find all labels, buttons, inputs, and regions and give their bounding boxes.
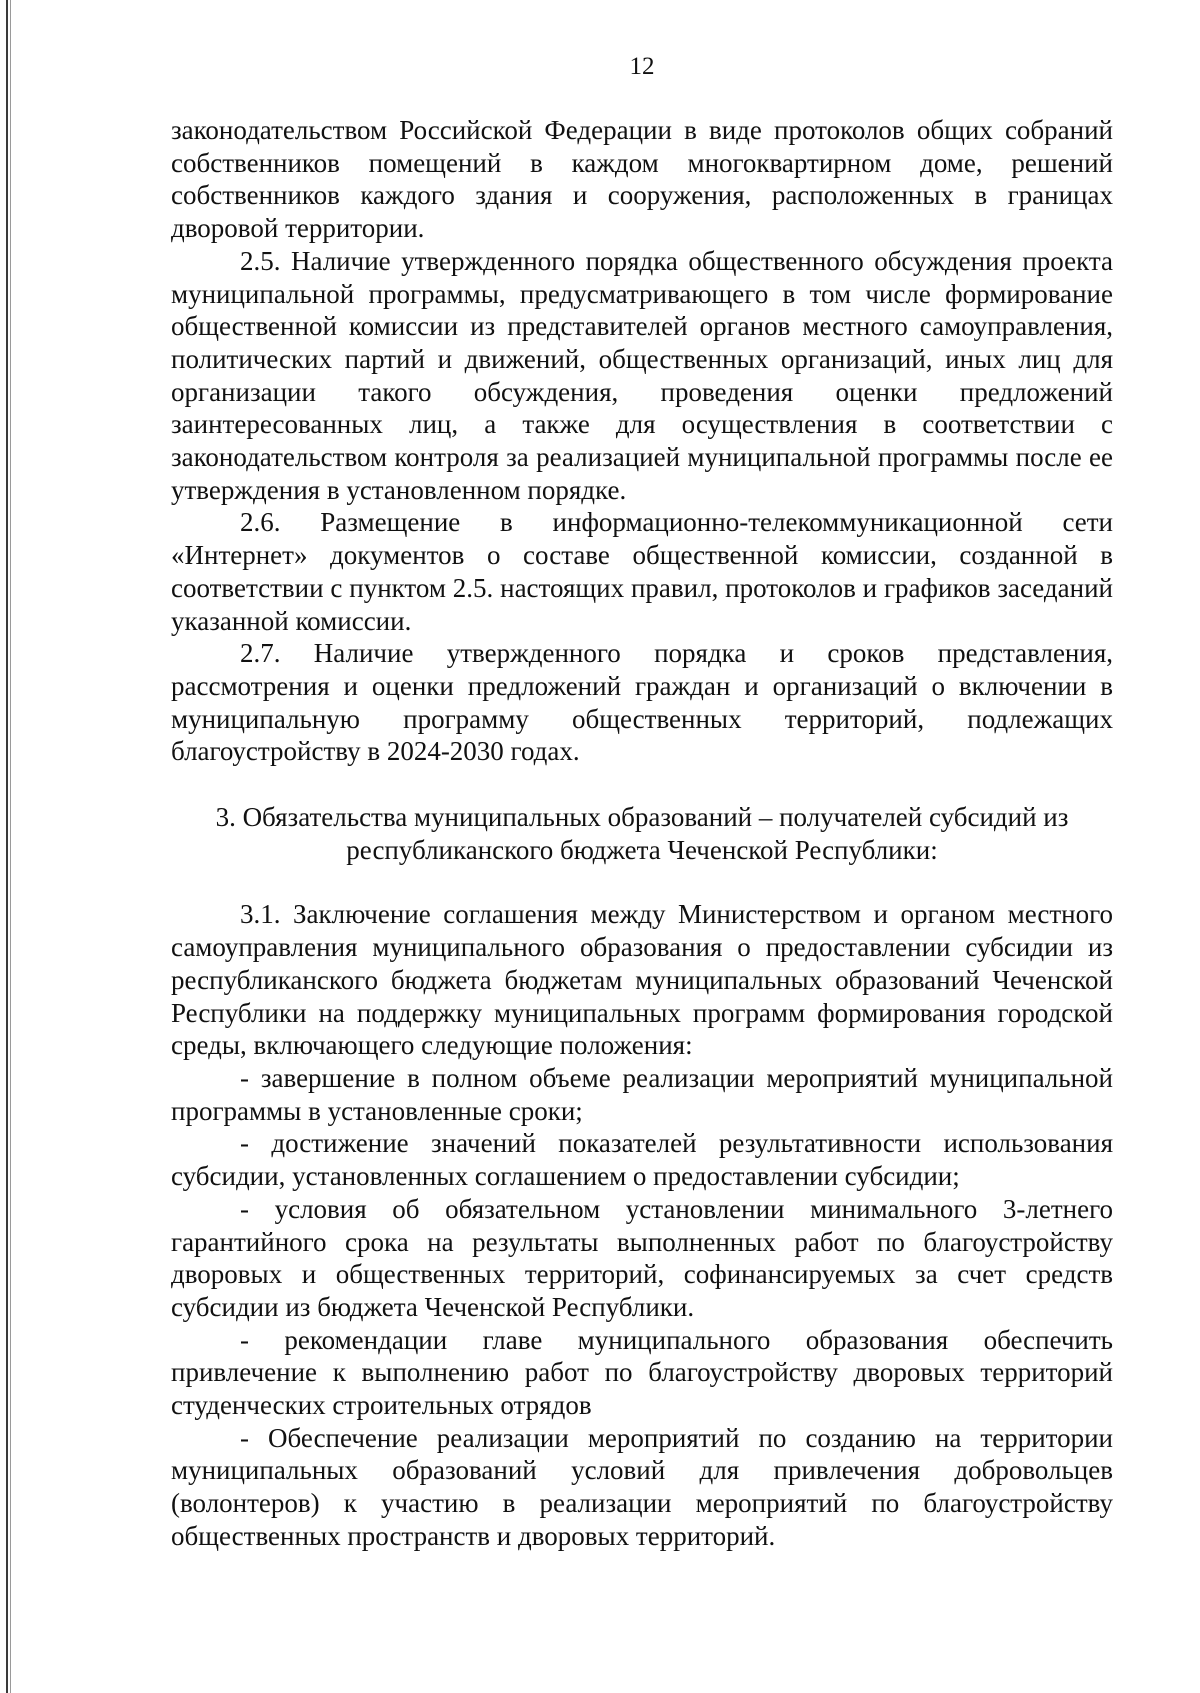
list-item-volunteers: - Обеспечение реализации мероприятий по созданию на территории муниципальных образований условий для привлечения добровольцев (волонтеров) к участию в реализации мероприятий по благоустройству общественных пространств и дворовых территорий.: [171, 1422, 1113, 1551]
paragraph-2-7: 2.7. Наличие утвержденного порядка и сроков представления, рассмотрения и оценки предложений граждан и организаций о включении в муниципальную программу общественных территорий, подлежащих благоустройству в 2024-2030 годах.: [171, 638, 1113, 767]
paragraph-continuation: законодательством Российской Федерации в виде протоколов общих собраний собственников помещений в каждом многоквартирном доме, решений собственников каждого здания и сооружения, расположенных в границах дворовой территории.: [171, 115, 1113, 244]
document-body: [171, 114, 1113, 1553]
paragraph-3-1: 3.1. Заключение соглашения между Министерством и органом местного самоуправления муниципального образования о предоставлении субсидии из республиканского бюджета бюджетам муниципальных образований Чеченской Республики на поддержку муниципальных программ формирования городской среды, включающего следующие положения:: [171, 899, 1113, 1061]
section-3-heading: 3. Обязательства муниципальных образований – получателей субсидий из республиканского бюджета Чеченской Республики:: [215, 802, 1069, 865]
list-item-completion: - завершение в полном объеме реализации мероприятий муниципальной программы в установленные сроки;: [171, 1062, 1113, 1126]
list-item-warranty: - условия об обязательном установлении минимального 3-летнего гарантийного срока на результаты выполненных работ по благоустройству дворовых и общественных территорий, софинансируемых за счет средств субсидии из бюджета Чеченской Республики.: [171, 1193, 1113, 1322]
scan-left-edge: [6, 0, 8, 1693]
scan-left-edge-shadow: [10, 0, 11, 1693]
page-number: 12: [629, 53, 655, 80]
list-item-student-teams: - рекомендации главе муниципального образования обеспечить привлечение к выполнению работ по благоустройству дворовых территорий студенческих строительных отрядов: [171, 1324, 1113, 1421]
paragraph-2-5: 2.5. Наличие утвержденного порядка общественного обсуждения проекта муниципальной программы, предусматривающего в том числе формирование общественной комиссии из представителей органов местного самоуправления, политических партий и движений, общественных организаций, иных лиц для организации такого обсуждения, проведения оценки предложений заинтересованных лиц, а также для осуществления в соответствии с законодательством контроля за реализацией муниципальной программы после ее утверждения в установленном порядке.: [171, 245, 1113, 505]
list-item-indicators: - достижение значений показателей результативности использования субсидии, установленных соглашением о предоставлении субсидии;: [171, 1128, 1113, 1192]
paragraph-2-6: 2.6. Размещение в информационно-телекоммуникационной сети «Интернет» документов о составе общественной комиссии, созданной в соответствии с пунктом 2.5. настоящих правил, протоколов и графиков заседаний указанной комиссии.: [171, 507, 1113, 636]
